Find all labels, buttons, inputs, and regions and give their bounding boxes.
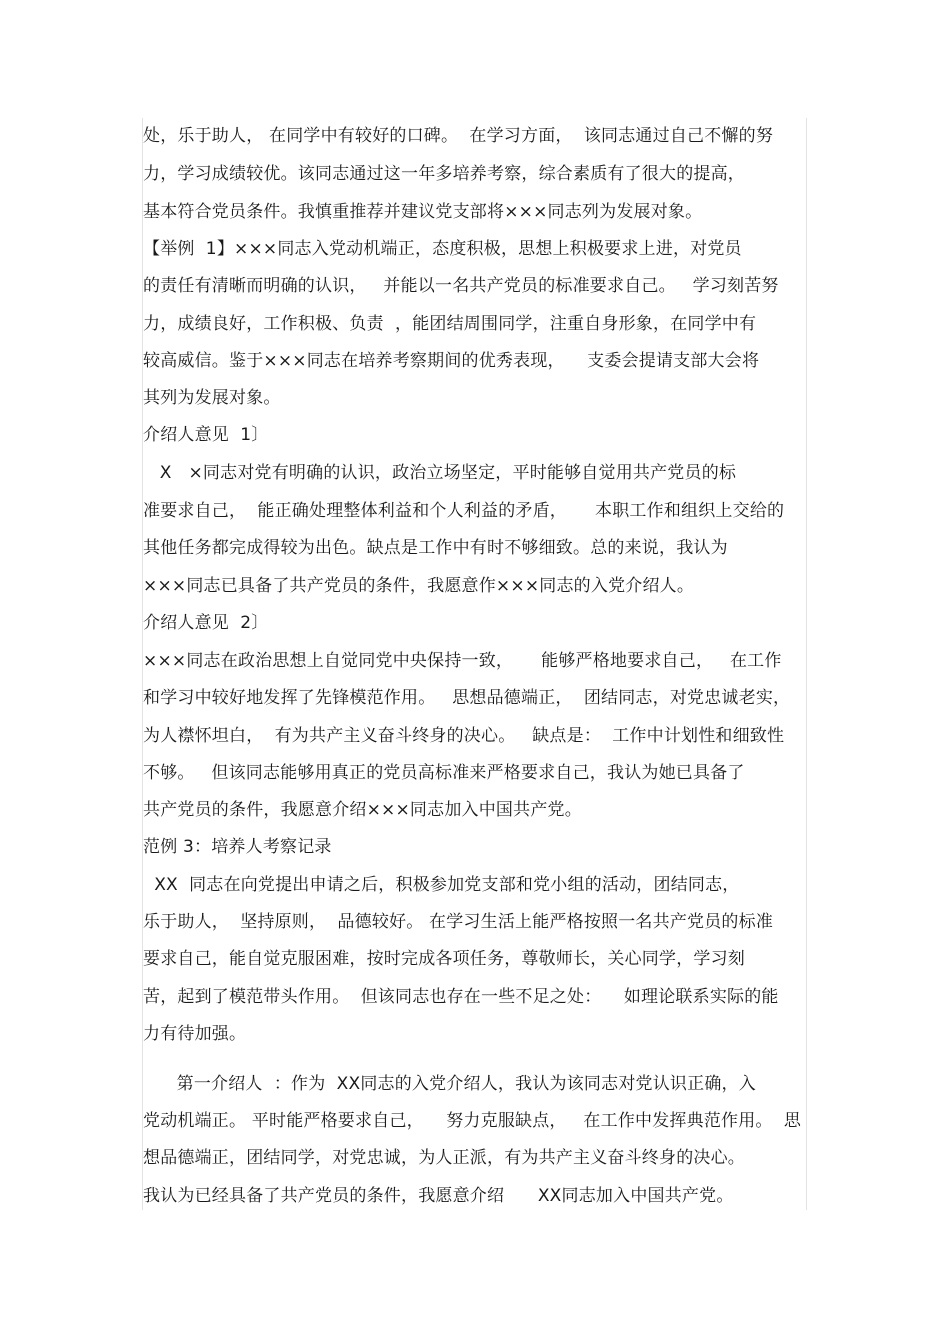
text-line: 力，学习成绩较优。该同志通过这一年多培养考察，综合素质有了很大的提高， <box>143 164 745 184</box>
text-line: 基本符合党员条件。我慎重推荐并建议党支部将×××同志列为发展对象。 <box>143 202 703 222</box>
text-line: 党动机端正。 平时能严格要求自己， 努力克服缺点， 在工作中发挥典范作用。 思 <box>143 1111 802 1131</box>
text-line: 苦，起到了模范带头作用。 但该同志也存在一些不足之处： 如理论联系实际的能 <box>143 987 779 1007</box>
text-line: 我认为已经具备了共产党员的条件，我愿意介绍 XX同志加入中国共产党。 <box>143 1186 734 1206</box>
text-line: 较高威信。鉴于×××同志在培养考察期间的优秀表现， 支委会提请支部大会将 <box>143 351 760 371</box>
text-line: 和学习中较好地发挥了先锋模范作用。 思想品德端正， 团结同志，对党忠诚老实， <box>143 688 791 708</box>
text-line: 为人襟怀坦白， 有为共产主义奋斗终身的决心。 缺点是： 工作中计划性和细致性 <box>143 726 785 746</box>
section-heading: 介绍人意见 1〕 <box>143 425 269 445</box>
text-line: 力，成绩良好，工作积极、负责 ，能团结周围同学，注重自身形象，在同学中有 <box>143 314 757 334</box>
text-line: 不够。 但该同志能够用真正的党员高标准来严格要求自己，我认为她已具备了 <box>143 763 745 783</box>
text-line: 共产党员的条件，我愿意介绍×××同志加入中国共产党。 <box>143 800 582 820</box>
right-margin-rule <box>806 118 807 1210</box>
text-line: X ×同志对党有明确的认识，政治立场坚定，平时能够自觉用共产党员的标 <box>143 463 737 483</box>
text-line: ×××同志在政治思想上自觉同党中央保持一致， 能够严格地要求自己， 在工作 <box>143 651 782 671</box>
section-heading: 范例 3：培养人考察记录 <box>143 837 332 857</box>
example-heading: 【举例 1】×××同志入党动机端正，态度积极，思想上积极要求上进，对党员 <box>143 239 742 259</box>
text-line: 乐于助人， 坚持原则， 品德较好。 在学习生活上能严格按照一名共产党员的标准 <box>143 912 774 932</box>
text-line: 要求自己，能自觉克服困难，按时完成各项任务，尊敬师长，关心同学，学习刻 <box>143 949 745 969</box>
text-line: XX 同志在向党提出申请之后，积极参加党支部和党小组的活动，团结同志， <box>143 875 740 895</box>
section-heading: 介绍人意见 2〕 <box>143 613 269 633</box>
text-line: 想品德端正，团结同学，对党忠诚，为人正派，有为共产主义奋斗终身的决心。 <box>143 1148 745 1168</box>
text-line: ×××同志已具备了共产党员的条件，我愿意作×××同志的入党介绍人。 <box>143 576 695 596</box>
text-line: 其他任务都完成得较为出色。缺点是工作中有时不够细致。总的来说，我认为 <box>143 538 728 558</box>
text-line: 的责任有清晰而明确的认识， 并能以一名共产党员的标准要求自己。 学习刻苦努 <box>143 276 779 296</box>
text-line: 准要求自己， 能正确处理整体利益和个人利益的矛盾， 本职工作和组织上交给的 <box>143 501 785 521</box>
text-line: 处，乐于助人， 在同学中有较好的口碑。 在学习方面， 该同志通过自己不懈的努 <box>143 126 774 146</box>
text-line: 第一介绍人 ：作为 XX同志的入党介绍人，我认为该同志对党认识正确，入 <box>143 1074 756 1094</box>
text-line: 力有待加强。 <box>143 1024 247 1044</box>
text-line: 其列为发展对象。 <box>143 388 281 408</box>
